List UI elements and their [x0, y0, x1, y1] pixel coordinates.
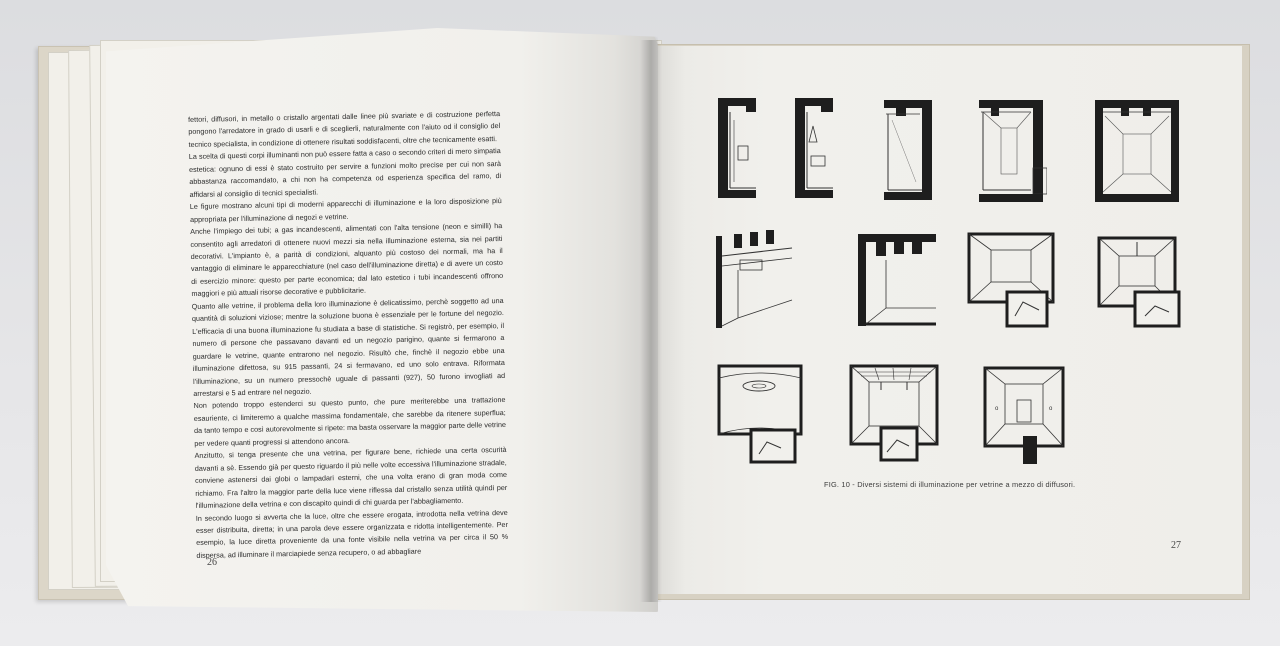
book-gutter-shadow: [640, 40, 662, 602]
shopwindow-perspective-diagram: [714, 230, 794, 330]
shopwindow-section-diagram: [977, 98, 1047, 204]
paragraph: Le figure mostrano alcuni tipi di moderni apparecchi di illuminazione e la loro disposizione più appropriata per l'illuminazione di negozi e vetrine.: [189, 196, 502, 224]
shopwindow-section-diagram: [793, 96, 835, 200]
shopwindow-grid-ceiling-diagram: [849, 364, 939, 464]
svg-text:o: o: [995, 406, 999, 412]
shopwindow-section-diagram: [1093, 98, 1181, 204]
paragraph: fettori, diffusori, in metallo o cristallo argentati dalle linee più svariate e di costruzione perfetta pongono l'arredatore in grado di usarli e di sceglierli, naturalmente con l'aiuto od il consiglio del tecnico specialista, in condizione di ottenere risultati soddisfacenti, oltre che tecnicamente esatti.: [188, 109, 501, 149]
svg-text:o: o: [1049, 406, 1053, 412]
page-number-right: 27: [1171, 540, 1181, 551]
paragraph: In secondo luogo si avverta che la luce, oltre che essere erogata, introdotta nella vetrina deve esser distribuita, diretta; in una parola deve essere organizzata e ridotta intelligentemente. Per esempio, la luce diretta proveniente da una fonte visibile nella vetrina va per circa il 50 % dispersa, ad illuminare il marciapiede senza recupero, o ad abbagliare: [195, 507, 509, 560]
shopwindow-ceiling-diagram: [967, 232, 1055, 328]
shopwindow-ceiling-diagram: [1097, 236, 1185, 332]
page-number-left: 26: [207, 557, 217, 568]
shopwindow-perspective-diagram: [856, 232, 938, 328]
paragraph: Quanto alle vetrine, il problema della loro illuminazione è delicatissimo, perchè soggetto ad una quantità di soluzioni viziose; mentre la soluzione buona è essenziale per le fortune del negozio. L'efficacia di una buona illuminazione fu studiata a base di statistiche. Si registrò, per esempio, il numero di persone che passavano davanti ed un negozio parigino, quante si fermarono a guardare le vetrine, quante entrarono nel negozio. Risultò che, finchè il negozio ebbe una illuminazione difettosa, su 915 passanti, 24 si fermavano, ed uno solo entrava. Riformata l'illuminazione, su un numero pressochè uguale di passanti (927), 50 furono invogliati ad arrestarsi e 5 ad entrare nel negozio.: [191, 295, 506, 398]
figure-caption: FIG. 10 - Diversi sistemi di illuminazione per vetrine a mezzo di diffusori.: [824, 480, 1076, 489]
left-page-text: [188, 108, 509, 562]
paragraph: Anche l'impiego dei tubi; a gas incandescenti, alimentati con l'alta tensione (neon e similli) ha consentito agli arredatori di ottenere nuovi mezzi sia nella illuminazione esterna, sia nei partiti decorativi. L'impianto è, a parità di condizioni, alquanto più costoso dei normali, ma ha il vantaggio di eliminare le apparecchiature (nel caso dell'illuminazione diretta) e di avere un costo di esercizio minore: questo per parte economica; dal lato estetico i tubi incandescenti offrono maggiori e più attuali risorse decorative e pubblicitarie.: [190, 221, 504, 299]
shopwindow-section-diagram: [882, 98, 934, 202]
paragraph: Anzitutto, si tenga presente che una vetrina, per figurare bene, richiede una certa oscurità davanti a sè. Essendo già per questo riguardo il più nelle volte eccessiva l'illuminazione stradale, conviene astenersi dai globi o lampadari esterni, che una volta erano di gran moda come richiamo. Fra l'altro la maggior parte della luce viene riflessa dal cristallo senza utilità quindi per l'illuminazione della vetrina e con discapito quindi di chi guarda per l'abbagliamento.: [194, 445, 508, 510]
paragraph: La scelta di questi corpi illuminanti non può essere fatta a caso o secondo criteri di mero simpatia estetica: ognuno di essi è stato costruito per servire a funzioni molto precise per cui non sarà abbastanza raccomandato, a chi non ha competenza od esperienza specifica del ramo, di affidarsi al consiglio di tecnici specialisti.: [188, 146, 502, 199]
shopwindow-section-diagram: [716, 96, 758, 200]
shopwindow-door-diagram: [983, 366, 1067, 466]
shopwindow-ceiling-diagram: [717, 364, 805, 466]
paragraph: Non potendo troppo estenderci su questo punto, che pure meriterebbe una trattazione esauriente, ci limiteremo a qualche massima fondamentale, che sarebbe da ritenere superflua; da tanto tempo e così autorevolmente si ripete: ma basta osservare la maggior parte delle vetrine per vedere quanti progressi si attendono ancora.: [193, 395, 507, 448]
